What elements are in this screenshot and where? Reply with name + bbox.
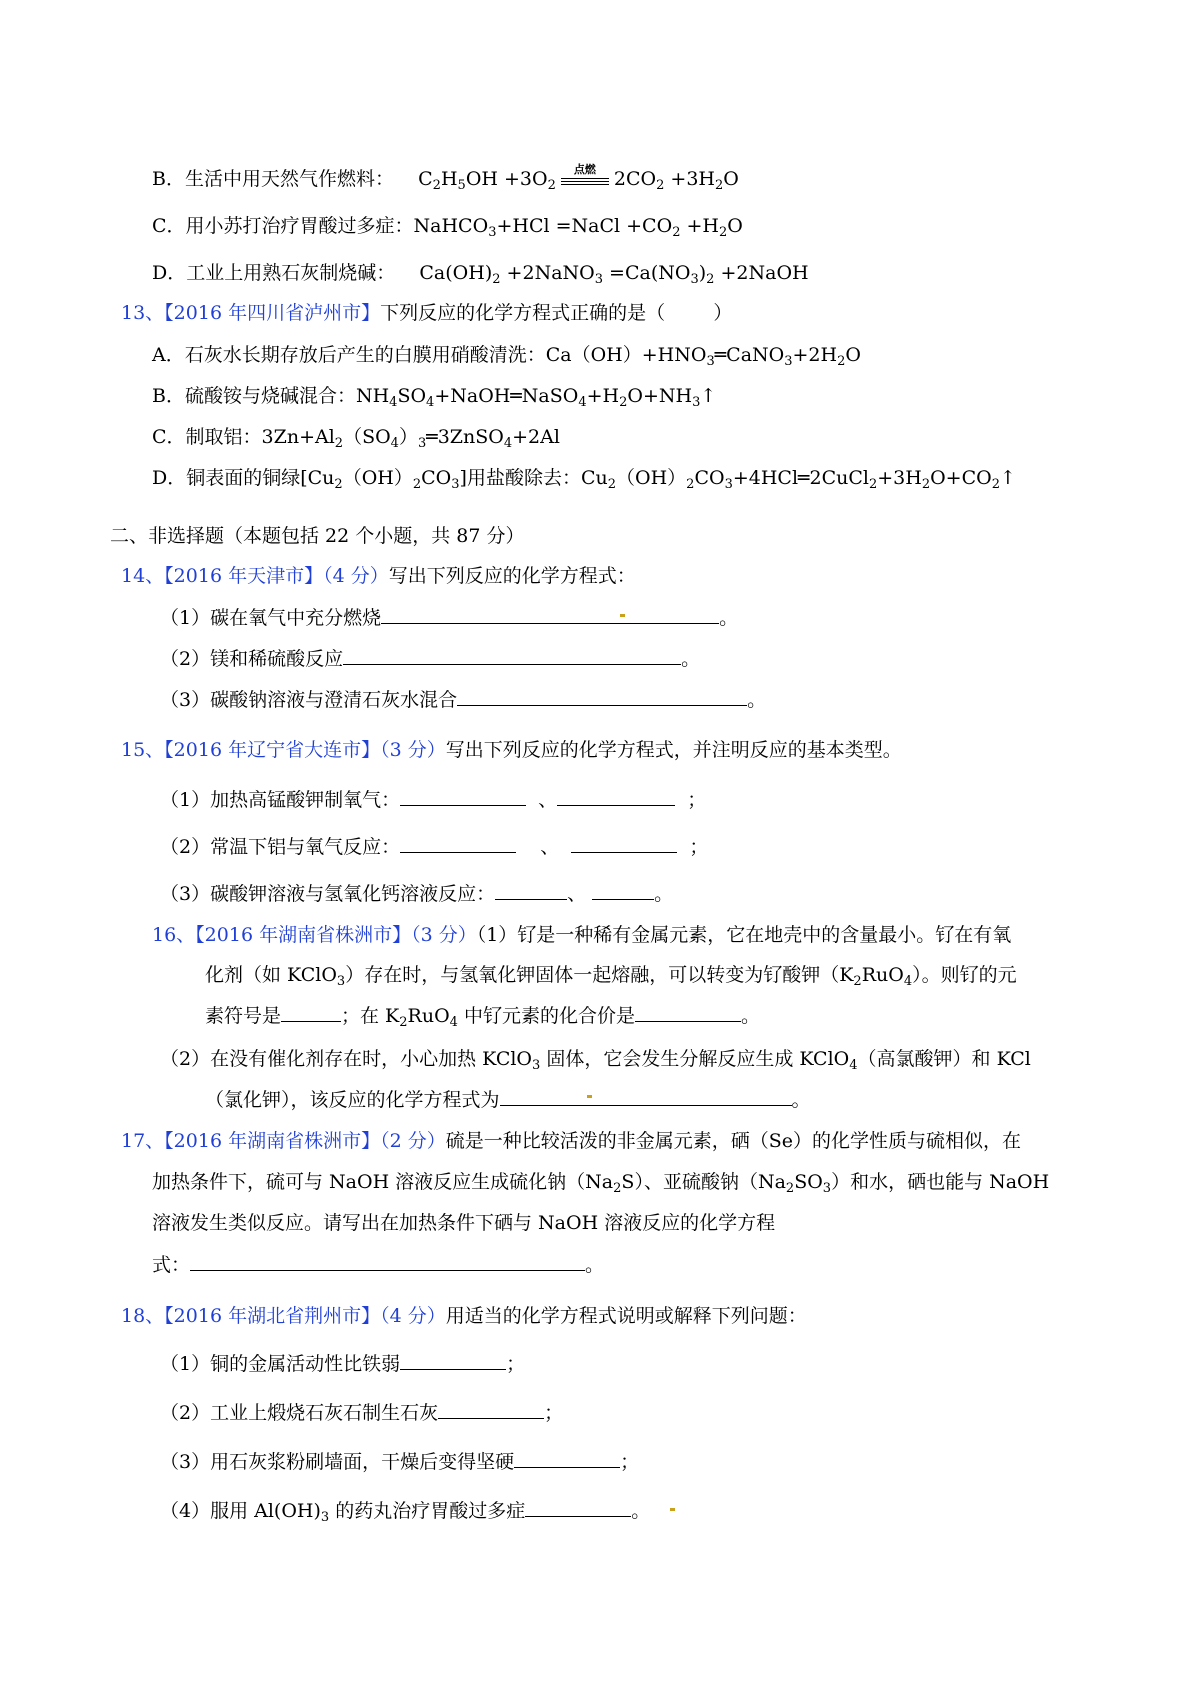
answer-blank[interactable] [400, 834, 516, 853]
text-segment: （OH） [342, 467, 413, 489]
subscript: 3 [417, 436, 427, 451]
subscript: 3 [451, 477, 460, 492]
text-segment: ； [675, 789, 707, 811]
text-segment: 。 [631, 1500, 651, 1522]
text-segment: （2）工业上煅烧石灰石制生石灰 [160, 1402, 439, 1424]
answer-blank[interactable] [438, 1400, 544, 1419]
text-segment: 用适当的化学方程式说明或解释下列问题： [445, 1305, 807, 1327]
text-segment: ═CaNO [714, 344, 785, 366]
text-segment: 溶液发生类似反应。请写出在加热条件下硒与 NaOH 溶液反应的化学方程 [152, 1212, 776, 1234]
text-line [160, 1400, 563, 1426]
text-line [152, 1169, 1049, 1195]
text-segment: =Ca(NO [603, 262, 691, 284]
text-segment: SO [794, 1171, 823, 1193]
text-segment: （1）铜的金属活动性比铁弱 [160, 1353, 401, 1375]
subscript: 4 [426, 395, 435, 410]
text-segment: ）。则钌的元 [912, 964, 1017, 986]
subscript: 2 [868, 477, 878, 492]
subscript: 3 [594, 272, 603, 287]
subscript: 2 [656, 178, 665, 193]
text-segment: 中钌元素的化合价是 [457, 1005, 635, 1027]
text-segment: 固体，它会发生分解反应生成 KClO [540, 1048, 850, 1070]
subscript: 3 [532, 1058, 541, 1073]
text-segment: H [440, 168, 458, 190]
text-line [160, 1046, 1031, 1072]
subscript: 2 [399, 1015, 408, 1030]
subscript: 2 [334, 477, 343, 492]
text-segment: （3）碳酸钾溶液与氢氧化钙溶液反应： [160, 883, 496, 905]
text-segment: （3）碳酸钠溶液与澄清石灰水混合 [160, 689, 458, 711]
answer-blank[interactable] [495, 881, 567, 900]
text-segment: ）存在时，与氢氧化钾固体一起熔融，可以转变为钌酸钾（K [345, 964, 854, 986]
answer-blank[interactable] [557, 787, 675, 806]
answer-blank[interactable] [500, 1087, 792, 1106]
subscript: 2 [837, 354, 846, 369]
text-line [160, 605, 738, 631]
text-segment: 加热条件下，硫可与 NaOH 溶液反应生成硫化钠（Na [152, 1171, 614, 1193]
text-line [121, 563, 636, 589]
subscript: 2 [547, 178, 556, 193]
question-source: 18、【2016 年湖北省荆州市】（4 分） [121, 1305, 446, 1327]
text-line [121, 300, 732, 326]
subscript: 4 [849, 1058, 858, 1073]
subscript: 5 [457, 178, 466, 193]
text-segment: D．铜表面的铜绿[Cu [152, 467, 335, 489]
subscript: 3 [690, 272, 699, 287]
text-segment: +NaOH═NaSO [434, 385, 579, 407]
answer-blank[interactable] [635, 1003, 741, 1022]
text-segment: ） [398, 426, 418, 448]
subscript: 2 [714, 178, 724, 193]
text-segment: ]用盐酸除去：Cu [459, 467, 608, 489]
text-segment: ； [506, 1353, 526, 1375]
subscript: 2 [432, 178, 441, 193]
text-segment: （SO [343, 426, 391, 448]
text-segment: A．石灰水长期存放后产生的白膜用硝酸清洗：Ca（OH）+HNO [152, 344, 707, 366]
text-segment: +H [680, 215, 719, 237]
subscript: 3 [320, 1510, 330, 1525]
text-segment: 硫是一种比较活泼的非金属元素，硒（Se）的化学性质与硫相似，在 [445, 1130, 1021, 1152]
subscript: 3 [724, 477, 733, 492]
text-segment: +HCl =NaCl +CO [496, 215, 673, 237]
text-segment: 。 [740, 1005, 760, 1027]
text-line [152, 424, 560, 450]
text-segment: （1）钌是一种稀有金属元素，它在地壳中的含量最小。钌在有氧 [476, 924, 1012, 946]
text-segment: B．生活中用天然气作燃料： C [152, 168, 433, 190]
question-source: 16、【2016 年湖南省株洲市】（3 分） [152, 924, 477, 946]
subscript: 3 [488, 225, 497, 240]
text-segment: 、 [567, 883, 593, 905]
condition-bar [561, 184, 609, 185]
answer-blank[interactable] [190, 1252, 585, 1271]
text-line [121, 1128, 1021, 1154]
reaction-condition [559, 163, 611, 192]
text-segment: O+NH [627, 385, 693, 407]
text-segment: （1）加热高锰酸钾制氧气： [160, 789, 401, 811]
question-source: 13、【2016 年四川省泸州市】 [121, 302, 381, 324]
question-source: 14、【2016 年天津市】（4 分） [121, 565, 389, 587]
answer-blank[interactable] [592, 881, 654, 900]
subscript: 3 [784, 354, 793, 369]
text-segment: OH +3O [465, 168, 548, 190]
text-segment: O [723, 168, 739, 190]
text-segment: SO [397, 385, 427, 407]
subscript: 3 [822, 1181, 832, 1196]
text-segment: 、 [526, 789, 558, 811]
subscript: 2 [991, 477, 1001, 492]
text-line [160, 1351, 525, 1377]
text-segment: ； [677, 836, 709, 858]
text-segment: （OH） [616, 467, 687, 489]
text-segment: RuO [861, 964, 904, 986]
text-segment: （2）镁和稀硫酸反应 [160, 648, 344, 670]
condition-bar [561, 178, 609, 179]
subscript: 3 [692, 395, 701, 410]
subscript: 4 [903, 974, 913, 989]
text-segment: ) [698, 262, 707, 284]
text-segment: O [845, 344, 861, 366]
text-line [152, 213, 743, 239]
text-segment: C．用小苏打治疗胃酸过多症：NaHCO [152, 215, 489, 237]
question-source: 17、【2016 年湖南省株洲市】（2 分） [121, 1130, 446, 1152]
answer-blank[interactable] [400, 1351, 506, 1370]
text-segment: +H [586, 385, 620, 407]
text-segment: +4HCl═2CuCl [732, 467, 869, 489]
text-segment: 。 [681, 648, 701, 670]
subscript: 4 [578, 395, 587, 410]
text-segment: （2）常温下铝与氧气反应： [160, 836, 401, 858]
answer-blank[interactable] [343, 646, 681, 665]
subscript: 2 [785, 1181, 795, 1196]
subscript: 4 [503, 436, 513, 451]
subscript: 2 [672, 225, 681, 240]
text-segment: C．制取铝：3Zn+Al [152, 426, 335, 448]
subscript: 2 [334, 436, 344, 451]
answer-blank[interactable] [281, 1003, 341, 1022]
text-segment: （高氯酸钾）和 KCl [857, 1048, 1031, 1070]
text-segment: ）和水，硒也能与 NaOH [831, 1171, 1050, 1193]
text-segment: 素符号是 [205, 1005, 282, 1027]
text-line [205, 1003, 760, 1029]
text-line [121, 737, 902, 763]
stray-mark [670, 1508, 675, 1511]
subscript: 4 [390, 436, 399, 451]
text-segment: ； [544, 1402, 564, 1424]
text-segment: 写出下列反应的化学方程式： [388, 565, 636, 587]
text-segment: S）、亚硫酸钠（Na [621, 1171, 786, 1193]
text-segment: 。 [791, 1089, 811, 1111]
text-line [160, 1498, 650, 1524]
text-segment: 。 [747, 689, 767, 711]
answer-blank[interactable] [400, 787, 526, 806]
text-segment: 化剂（如 KClO [205, 964, 337, 986]
subscript: 2 [921, 477, 931, 492]
text-segment: （氯化钾），该反应的化学方程式为 [205, 1089, 500, 1111]
subscript: 2 [613, 1181, 622, 1196]
subscript: 2 [492, 272, 501, 287]
text-segment: +3H [877, 467, 922, 489]
text-segment: 。 [719, 607, 739, 629]
text-line [152, 383, 716, 409]
text-segment: （2）在没有催化剂存在时，小心加热 KClO [160, 1048, 533, 1070]
text-line [152, 1252, 604, 1278]
text-segment: ↑ [1000, 467, 1016, 489]
text-line [205, 962, 1017, 988]
answer-blank[interactable] [525, 1498, 631, 1517]
text-segment: +2NaOH [714, 262, 809, 284]
text-segment: CO [694, 467, 725, 489]
text-segment: ↑ [700, 385, 717, 407]
text-line [110, 523, 525, 549]
text-segment: +2Al [512, 426, 560, 448]
text-segment: RuO [407, 1005, 450, 1027]
text-segment: （1）碳在氧气中充分燃烧 [160, 607, 382, 629]
text-line [160, 881, 673, 907]
text-line [152, 163, 739, 193]
text-segment: O [727, 215, 743, 237]
text-segment: ； [620, 1451, 640, 1473]
text-segment: +3H [664, 168, 715, 190]
text-line [152, 1210, 775, 1236]
text-line [160, 834, 708, 860]
subscript: 2 [719, 225, 728, 240]
text-segment: 写出下列反应的化学方程式，并注明反应的基本类型。 [445, 739, 902, 761]
text-segment: （3）用石灰浆粉刷墙面，干燥后变得坚硬 [160, 1451, 515, 1473]
text-line [152, 465, 1016, 491]
text-line [152, 260, 809, 286]
text-segment: 式： [152, 1254, 191, 1276]
subscript: 4 [389, 395, 398, 410]
text-segment: D．工业上用熟石灰制烧碱： Ca(OH) [152, 262, 493, 284]
subscript: 2 [686, 477, 695, 492]
condition-label: 点燃 [573, 163, 596, 176]
answer-blank[interactable] [514, 1449, 620, 1468]
answer-blank[interactable] [571, 834, 677, 853]
text-segment: B．硫酸铵与烧碱混合：NH [152, 385, 390, 407]
subscript: 2 [706, 272, 715, 287]
text-segment: 、 [516, 836, 572, 858]
text-line [160, 687, 766, 713]
subscript: 3 [706, 354, 715, 369]
text-segment: 2CO [613, 168, 657, 190]
answer-blank[interactable] [457, 687, 747, 706]
text-segment: 的药丸治疗胃酸过多症 [329, 1500, 526, 1522]
condition-bar [561, 181, 609, 182]
text-segment: ═3ZnSO [426, 426, 504, 448]
subscript: 2 [853, 974, 862, 989]
answer-blank[interactable] [381, 605, 719, 624]
text-segment: （4）服用 Al(OH) [160, 1500, 321, 1522]
text-segment: O+CO [930, 467, 992, 489]
text-line [160, 787, 706, 813]
question-source: 15、【2016 年辽宁省大连市】（3 分） [121, 739, 446, 761]
text-line [160, 646, 700, 672]
text-segment: 。 [654, 883, 674, 905]
subscript: 3 [336, 974, 346, 989]
text-segment: ；在 K [341, 1005, 400, 1027]
text-segment: 下列反应的化学方程式正确的是（ ） [380, 302, 733, 324]
subscript: 4 [449, 1015, 458, 1030]
text-segment: 二、非选择题（本题包括 22 个小题，共 87 分） [110, 525, 525, 547]
text-line [121, 1303, 807, 1329]
text-segment: CO [421, 467, 452, 489]
text-line [160, 1449, 639, 1475]
text-segment: 。 [585, 1254, 605, 1276]
text-line [205, 1087, 811, 1113]
text-line [152, 342, 861, 368]
text-segment: +2NaNO [500, 262, 595, 284]
subscript: 2 [412, 477, 422, 492]
subscript: 2 [619, 395, 628, 410]
subscript: 2 [607, 477, 617, 492]
text-line [152, 922, 1011, 948]
text-segment: +2H [792, 344, 838, 366]
